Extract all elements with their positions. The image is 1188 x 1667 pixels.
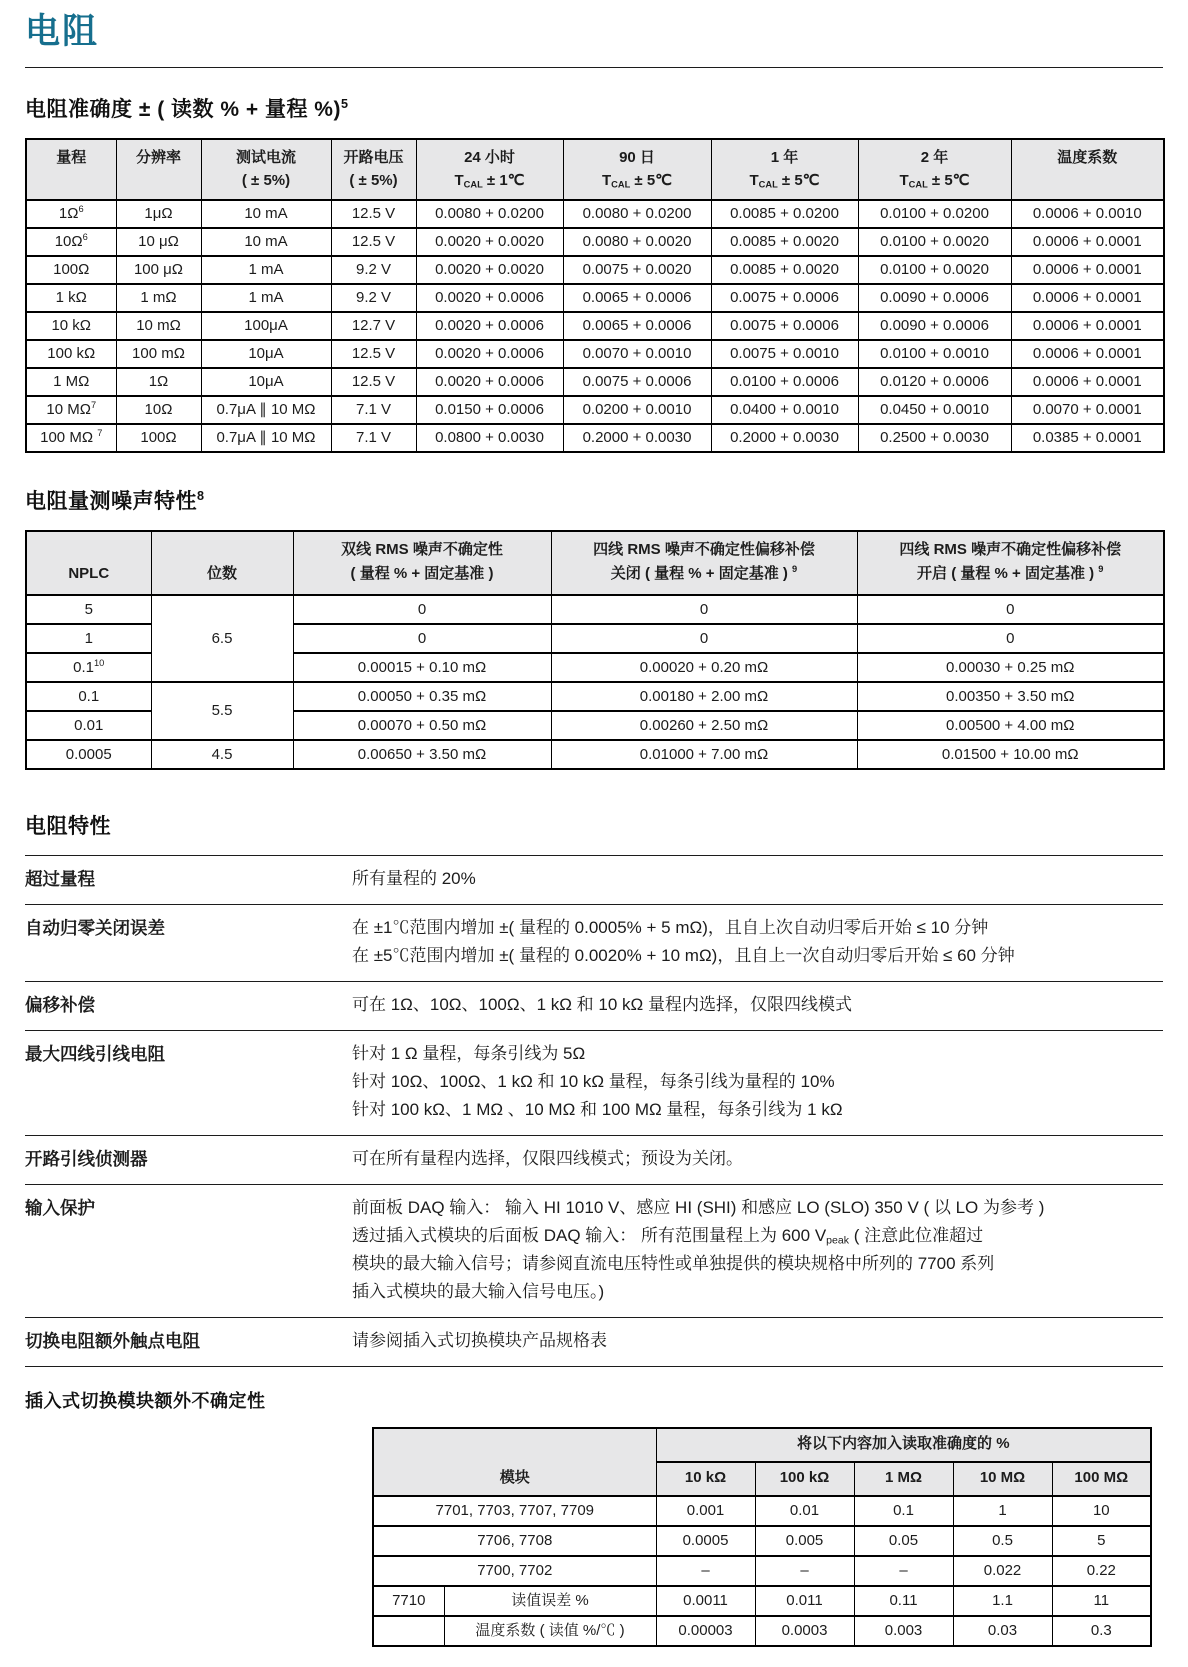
spec-value (352, 865, 1163, 893)
table-data-cell: 12.7 V (331, 312, 416, 340)
accuracy-table-header (26, 139, 1164, 200)
table-data-cell: 0.003 (854, 1616, 953, 1646)
table-data-cell: 0.0090 + 0.0006 (858, 284, 1011, 312)
spec-value-line: 可在所有量程内选择，仅限四线模式；预设为关闭。 (352, 1149, 743, 1169)
table-data-cell: 0.05 (854, 1526, 953, 1556)
spec-value-line: 在 ±5℃范围内增加 ±( 量程的 0.0020% + 10 mΩ)，且自上一次自动归零后开始 ≤ 60 分钟 (352, 946, 1015, 966)
table-data-cell: 0.0450 + 0.0010 (858, 396, 1011, 424)
table-data-cell: 7700, 7702 (373, 1556, 656, 1586)
table-data-cell: 0.0006 + 0.0001 (1011, 340, 1164, 368)
table-data-cell: 0.2000 + 0.0030 (563, 424, 711, 452)
spec-value-line: 请参阅插入式切换模块产品规格表 (352, 1331, 607, 1351)
table-data-cell: 0.0100 + 0.0020 (858, 256, 1011, 284)
table-data-cell: 0.00260 + 2.50 mΩ (551, 711, 857, 740)
spec-row (25, 856, 1163, 905)
table-data-cell: 0.00015 + 0.10 mΩ (293, 653, 551, 682)
table-data-cell: 0.0080 + 0.0020 (563, 228, 711, 256)
spec-label: 最大四线引线电阻 (25, 1044, 165, 1065)
table-data-cell: 0 (293, 624, 551, 653)
spec-value-line: 针对 100 kΩ、1 MΩ 、10 MΩ 和 100 MΩ 量程，每条引线为 1 kΩ (352, 1100, 843, 1120)
table-header-cell: 2 年 $T_{CAL}$ ± 5℃ (858, 139, 1011, 200)
table-data-cell: 0.0100 + 0.0200 (858, 200, 1011, 228)
table-data-cell: 0.00350 + 3.50 mΩ (857, 682, 1164, 711)
table-data-cell: $1\Omega^6$ (26, 200, 116, 228)
resistance-noise-table (25, 530, 1165, 770)
table-data-cell: 0.0075 + 0.0010 (711, 340, 858, 368)
spec-value (352, 991, 1163, 1019)
table-header-cell: 1 年 $T_{CAL}$ ± 5℃ (711, 139, 858, 200)
table-row (26, 368, 1164, 396)
table-data-cell: 1 mA (201, 284, 331, 312)
table-row (26, 139, 1164, 200)
table-data-cell: 10 mA (201, 228, 331, 256)
table-data-cell: 1 mA (201, 256, 331, 284)
accuracy-table-body (26, 200, 1164, 452)
table-row (26, 595, 1164, 624)
table-data-cell: 0.0085 + 0.0020 (711, 256, 858, 284)
table-data-cell: 0.0005 (656, 1526, 755, 1556)
table-data-cell: 0.0120 + 0.0006 (858, 368, 1011, 396)
table-data-cell: – (656, 1556, 755, 1586)
spec-row (25, 982, 1163, 1031)
table-header-cell: 温度系数 (1011, 139, 1164, 200)
table-row (26, 312, 1164, 340)
table-data-cell: 0.7μA ∥ 10 MΩ (201, 424, 331, 452)
table-data-cell: 0.0090 + 0.0006 (858, 312, 1011, 340)
spec-value (352, 1040, 1163, 1124)
table-data-cell: 0 (857, 595, 1164, 624)
table-data-cell: 7710 (373, 1586, 444, 1616)
table-data-cell: 0.0800 + 0.0030 (416, 424, 563, 452)
table-data-cell: 0.0020 + 0.0006 (416, 284, 563, 312)
table-data-cell: 0.0003 (755, 1616, 854, 1646)
plugin-module-uncertainty-table (372, 1427, 1152, 1647)
table-data-cell: 12.5 V (331, 200, 416, 228)
plugin-table-body (373, 1496, 1151, 1646)
table-data-cell: 100Ω (116, 424, 201, 452)
table-data-cell: 0.01000 + 7.00 mΩ (551, 740, 857, 769)
table-data-cell: 0.00030 + 0.25 mΩ (857, 653, 1164, 682)
noise-section-heading: 电阻量测噪声特性$^8$ (25, 489, 205, 514)
spec-value-line: 可在 1Ω、10Ω、100Ω、1 kΩ 和 10 kΩ 量程内选择，仅限四线模式 (352, 995, 852, 1015)
table-row (373, 1496, 1151, 1526)
table-data-cell: 100 mΩ (116, 340, 201, 368)
table-data-cell: 0.0100 + 0.0010 (858, 340, 1011, 368)
table-data-cell: 12.5 V (331, 340, 416, 368)
spec-value (352, 1194, 1163, 1306)
spec-row (25, 1031, 1163, 1136)
table-data-cell: 0.0006 + 0.0001 (1011, 312, 1164, 340)
table-row (26, 740, 1164, 769)
table-data-cell: 0.0075 + 0.0006 (711, 312, 858, 340)
table-row (26, 284, 1164, 312)
table-header-cell: NPLC (26, 531, 151, 595)
table-data-cell: 12.5 V (331, 228, 416, 256)
table-data-cell: 12.5 V (331, 368, 416, 396)
plugin-table-header (373, 1428, 1151, 1496)
table-row (373, 1586, 1151, 1616)
table-data-cell: 0.0200 + 0.0010 (563, 396, 711, 424)
table-data-cell: 10μA (201, 368, 331, 396)
table-header-cell: 测试电流 ( ± 5%) (201, 139, 331, 200)
table-data-cell: 0.00020 + 0.20 mΩ (551, 653, 857, 682)
table-data-cell: – (854, 1556, 953, 1586)
table-data-cell: 0.00050 + 0.35 mΩ (293, 682, 551, 711)
table-data-cell: 0.1 (854, 1496, 953, 1526)
table-row (26, 200, 1164, 228)
table-data-cell: 0.2000 + 0.0030 (711, 424, 858, 452)
table-data-cell: 100 μΩ (116, 256, 201, 284)
table-header-cell: 模块 (373, 1428, 656, 1496)
spec-value (352, 914, 1163, 970)
table-data-cell: 0 (293, 595, 551, 624)
spec-value-line: 在 ±1℃范围内增加 ±( 量程的 0.0005% + 5 mΩ)，且自上次自动归零后开始 ≤ 10 分钟 (352, 918, 989, 938)
table-data-cell: 0.0400 + 0.0010 (711, 396, 858, 424)
table-row (26, 682, 1164, 711)
table-row (373, 1428, 1151, 1462)
table-data-cell: – (755, 1556, 854, 1586)
table-data-cell: 1Ω (116, 368, 201, 396)
table-header-cell: 90 日 $T_{CAL}$ ± 5℃ (563, 139, 711, 200)
table-data-cell: 7701, 7703, 7707, 7709 (373, 1496, 656, 1526)
title-divider (25, 67, 1163, 68)
spec-row (25, 1136, 1163, 1185)
spec-row (25, 1185, 1163, 1318)
table-header-cell: 100 kΩ (755, 1462, 854, 1496)
spec-label: 自动归零关闭误差 (25, 918, 165, 939)
table-data-cell: 5 (26, 595, 151, 624)
table-data-cell: 0.0065 + 0.0006 (563, 284, 711, 312)
table-data-cell: 0.011 (755, 1586, 854, 1616)
table-header-cell: 24 小时 $T_{CAL}$ ± 1℃ (416, 139, 563, 200)
table-data-cell: 0 (857, 624, 1164, 653)
table-data-cell: 1 (26, 624, 151, 653)
table-data-cell: 7.1 V (331, 424, 416, 452)
spec-value (352, 1327, 1163, 1355)
spec-label: 输入保护 (25, 1198, 95, 1219)
table-data-cell: 10 kΩ (26, 312, 116, 340)
table-data-cell (373, 1616, 444, 1646)
table-header-cell: 10 kΩ (656, 1462, 755, 1496)
table-header-cell: 四线 RMS 噪声不确定性偏移补偿 关闭 ( 量程 % + 固定基准 ) $^9$ (551, 531, 857, 595)
spec-value-line: 针对 1 Ω 量程，每条引线为 5Ω (352, 1044, 586, 1064)
table-header-cell: 10 MΩ (953, 1462, 1052, 1496)
table-data-cell: 0.00003 (656, 1616, 755, 1646)
spec-label: 开路引线侦测器 (25, 1149, 148, 1170)
table-data-cell: 100 kΩ (26, 340, 116, 368)
table-data-cell: 0.2500 + 0.0030 (858, 424, 1011, 452)
table-data-cell: 0.0075 + 0.0006 (563, 368, 711, 396)
table-data-cell: 100μA (201, 312, 331, 340)
table-data-cell: 1 kΩ (26, 284, 116, 312)
table-data-cell: $0.1^{10}$ (26, 653, 151, 682)
table-header-cell: 量程 (26, 139, 116, 200)
table-data-cell: 0.11 (854, 1586, 953, 1616)
table-data-cell: 10 μΩ (116, 228, 201, 256)
table-data-cell: 0 (551, 595, 857, 624)
table-data-cell: 0.0006 + 0.0001 (1011, 368, 1164, 396)
table-data-cell: 10Ω (116, 396, 201, 424)
table-data-cell: 0.01 (26, 711, 151, 740)
page-title: 电阻 (25, 12, 100, 51)
spec-value-line: 所有量程的 20% (352, 869, 476, 889)
table-data-cell: 0.0385 + 0.0001 (1011, 424, 1164, 452)
table-row (26, 340, 1164, 368)
table-header-cell: 开路电压 ( ± 5%) (331, 139, 416, 200)
table-data-cell: 0.0006 + 0.0001 (1011, 228, 1164, 256)
table-data-cell: 9.2 V (331, 284, 416, 312)
table-header-cell: 分辨率 (116, 139, 201, 200)
table-data-cell: 0.0006 + 0.0001 (1011, 284, 1164, 312)
table-data-cell: 0.0020 + 0.0020 (416, 256, 563, 284)
table-data-cell: 1.1 (953, 1586, 1052, 1616)
spec-label: 超过量程 (25, 869, 95, 890)
table-row (26, 396, 1164, 424)
table-data-cell: 0.00070 + 0.50 mΩ (293, 711, 551, 740)
spec-value-line: 透过插入式模块的后面板 DAQ 输入： 所有范围量程上为 600 $V_{peak}$ ( 注意此位准超过 (352, 1226, 984, 1247)
table-data-cell: 10 mΩ (116, 312, 201, 340)
table-data-cell: 0.0020 + 0.0006 (416, 312, 563, 340)
table-data-cell: 1 (953, 1496, 1052, 1526)
spec-row (25, 905, 1163, 982)
table-header-cell: 1 MΩ (854, 1462, 953, 1496)
table-data-cell: 0.0006 + 0.0010 (1011, 200, 1164, 228)
spec-value-line: 针对 10Ω、100Ω、1 kΩ 和 10 kΩ 量程，每条引线为量程的 10% (352, 1072, 835, 1092)
table-data-cell: 6.5 (151, 595, 293, 682)
noise-table-header (26, 531, 1164, 595)
table-data-cell: 0.0020 + 0.0006 (416, 368, 563, 396)
table-data-cell: 0.00500 + 4.00 mΩ (857, 711, 1164, 740)
table-header-cell: 位数 (151, 531, 293, 595)
table-data-cell: 5 (1052, 1526, 1151, 1556)
table-data-cell: 9.2 V (331, 256, 416, 284)
table-data-cell: 0.00180 + 2.00 mΩ (551, 682, 857, 711)
table-data-cell: 0.0085 + 0.0020 (711, 228, 858, 256)
table-data-cell: 0.0020 + 0.0020 (416, 228, 563, 256)
table-data-cell: 100 MΩ $^7$ (26, 424, 116, 452)
table-row (373, 1526, 1151, 1556)
table-data-cell: 读值误差 % (444, 1586, 656, 1616)
table-data-cell: 0.01500 + 10.00 mΩ (857, 740, 1164, 769)
table-row (26, 228, 1164, 256)
table-data-cell: 0.03 (953, 1616, 1052, 1646)
table-data-cell: 0.0100 + 0.0006 (711, 368, 858, 396)
spec-row (25, 1318, 1163, 1367)
table-header-cell: 100 MΩ (1052, 1462, 1151, 1496)
table-data-cell: 0.0100 + 0.0020 (858, 228, 1011, 256)
table-header-cell: 双线 RMS 噪声不确定性 ( 量程 % + 固定基准 ) (293, 531, 551, 595)
spec-value-line: 插入式模块的最大输入信号电压。) (352, 1282, 605, 1302)
table-data-cell: 10 (1052, 1496, 1151, 1526)
table-data-cell: 10 $M\Omega^7$ (26, 396, 116, 424)
table-row (26, 256, 1164, 284)
spec-value (352, 1145, 1163, 1173)
table-data-cell: 10 mA (201, 200, 331, 228)
table-data-cell: 0.0085 + 0.0200 (711, 200, 858, 228)
spec-label: 切换电阻额外触点电阻 (25, 1331, 200, 1352)
table-row (373, 1616, 1151, 1646)
table-data-cell: $10\Omega^6$ (26, 228, 116, 256)
table-data-cell: 0.0080 + 0.0200 (416, 200, 563, 228)
table-data-cell: 0 (551, 624, 857, 653)
table-data-cell: 0.0150 + 0.0006 (416, 396, 563, 424)
noise-table-body (26, 595, 1164, 769)
table-data-cell: 0.0020 + 0.0006 (416, 340, 563, 368)
table-data-cell: 0.5 (953, 1526, 1052, 1556)
table-data-cell: 4.5 (151, 740, 293, 769)
table-row (26, 531, 1164, 595)
table-header-cell: 四线 RMS 噪声不确定性偏移补偿 开启 ( 量程 % + 固定基准 ) $^9$ (857, 531, 1164, 595)
table-row (373, 1556, 1151, 1586)
table-data-cell: 11 (1052, 1586, 1151, 1616)
table-data-cell: 0.00650 + 3.50 mΩ (293, 740, 551, 769)
table-data-cell: 0.001 (656, 1496, 755, 1526)
table-data-cell: 0.005 (755, 1526, 854, 1556)
accuracy-section-heading: 电阻准确度 ± ( 读数 % + 量程 %)$^5$ (25, 97, 349, 122)
table-data-cell: 0.7μA ∥ 10 MΩ (201, 396, 331, 424)
table-row (26, 424, 1164, 452)
table-data-cell: 5.5 (151, 682, 293, 740)
table-data-cell: 0.0075 + 0.0006 (711, 284, 858, 312)
table-header-cell: 将以下内容加入读取准确度的 % (656, 1428, 1151, 1462)
table-data-cell: 1μΩ (116, 200, 201, 228)
table-data-cell: 0.0070 + 0.0010 (563, 340, 711, 368)
table-data-cell: 7706, 7708 (373, 1526, 656, 1556)
table-data-cell: 0.1 (26, 682, 151, 711)
table-data-cell: 0.0075 + 0.0020 (563, 256, 711, 284)
table-data-cell: 0.01 (755, 1496, 854, 1526)
characteristics-list (25, 855, 1163, 1367)
table-data-cell: 10μA (201, 340, 331, 368)
table-data-cell: 0.0080 + 0.0200 (563, 200, 711, 228)
characteristics-heading: 电阻特性 (25, 815, 111, 839)
plugin-uncertainty-heading: 插入式切换模块额外不确定性 (25, 1391, 266, 1412)
spec-label: 偏移补偿 (25, 995, 95, 1016)
table-data-cell: 0.022 (953, 1556, 1052, 1586)
table-data-cell: 1 MΩ (26, 368, 116, 396)
table-data-cell: 0.3 (1052, 1616, 1151, 1646)
spec-value-line: 前面板 DAQ 输入： 输入 HI 1010 V、感应 HI (SHI) 和感应 LO (SLO) 350 V ( 以 LO 为参考 ) (352, 1198, 1045, 1218)
table-data-cell: 0.0005 (26, 740, 151, 769)
table-data-cell: 100Ω (26, 256, 116, 284)
table-data-cell: 温度系数 ( 读值 %/℃ ) (444, 1616, 656, 1646)
table-data-cell: 0.0006 + 0.0001 (1011, 256, 1164, 284)
spec-value-line: 模块的最大输入信号；请参阅直流电压特性或单独提供的模块规格中所列的 7700 系列 (352, 1254, 995, 1274)
table-data-cell: 0.0011 (656, 1586, 755, 1616)
table-data-cell: 0.0065 + 0.0006 (563, 312, 711, 340)
table-data-cell: 0.0070 + 0.0001 (1011, 396, 1164, 424)
resistance-accuracy-table (25, 138, 1165, 453)
table-data-cell: 1 mΩ (116, 284, 201, 312)
table-data-cell: 7.1 V (331, 396, 416, 424)
table-data-cell: 0.22 (1052, 1556, 1151, 1586)
